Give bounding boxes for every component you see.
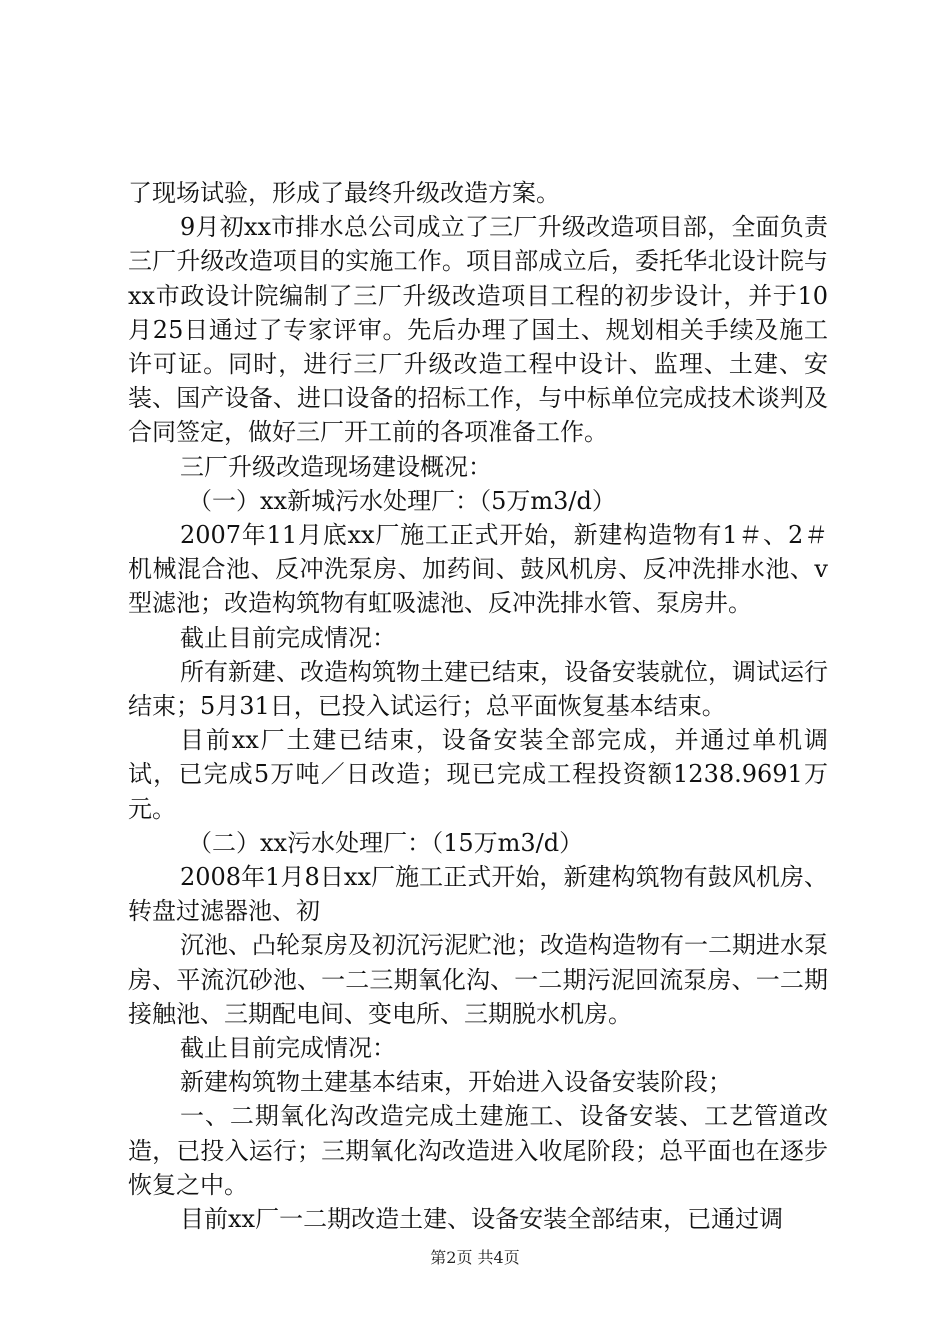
subheading-1: （一）xx新城污水处理厂：（5万m3/d）: [188, 486, 616, 515]
document-body: [128, 176, 828, 1236]
paragraph-11: 沉池、凸轮泵房及初沉污泥贮池；改造构造物有一二期进水泵房、平流沉砂池、一二三期氧化沟、一二期污泥回流泵房、一二期接触池、三期配电间、变电所、三期脱水机房。: [128, 931, 828, 1028]
paragraph-10: 2008年1月8日xx厂施工正式开始，新建构筑物有鼓风机房、转盘过滤器池、初: [128, 863, 828, 926]
page-number-footer: 第2页 共4页: [430, 1248, 520, 1267]
paragraph-2: 9月初xx市排水总公司成立了三厂升级改造项目部，全面负责三厂升级改造项目的实施工作。项目部成立后，委托华北设计院与xx市政设计院编制了三厂升级改造项目工程的初步设计，并于10月25日通过了专家评审。先后办理了国土、规划相关手续及施工许可证。同时，进行三厂升级改造工程中设计、监理、土建、安装、国产设备、进口设备的招标工作，与中标单位完成技术谈判及合同签定，做好三厂开工前的各项准备工作。: [128, 213, 828, 447]
section-intro: 三厂升级改造现场建设概况：: [180, 452, 492, 481]
paragraph-7: 所有新建、改造构筑物土建已结束，设备安装就位，调试运行结束；5月31日，已投入试运行；总平面恢复基本结束。: [128, 657, 828, 721]
paragraph-12: 截止目前完成情况：: [180, 1034, 396, 1063]
paragraph-14: 一、二期氧化沟改造完成土建施工、设备安装、工艺管道改造，已投入运行；三期氧化沟改造进入收尾阶段；总平面也在逐步恢复之中。: [128, 1102, 828, 1199]
subheading-2: （二）xx污水处理厂：（15万m3/d）: [188, 828, 584, 857]
paragraph-1: 了现场试验，形成了最终升级改造方案。: [128, 179, 560, 207]
paragraph-15: 目前xx厂一二期改造土建、设备安装全部结束，已通过调: [180, 1205, 784, 1234]
paragraph-6: 截止目前完成情况：: [180, 623, 396, 652]
paragraph-8: 目前xx厂土建已结束，设备安装全部完成，并通过单机调试，已完成5万吨／日改造；现已完成工程投资额1238.9691万元。: [128, 726, 828, 823]
paragraph-5: 2007年11月底xx厂施工正式开始，新建构造物有1＃、2＃机械混合池、反冲洗泵房、加药间、鼓风机房、反冲洗排水池、v型滤池；改造构筑物有虹吸滤池、反冲洗排水管、泵房井。: [128, 521, 828, 618]
paragraph-13: 新建构筑物土建基本结束，开始进入设备安装阶段；: [180, 1068, 732, 1097]
